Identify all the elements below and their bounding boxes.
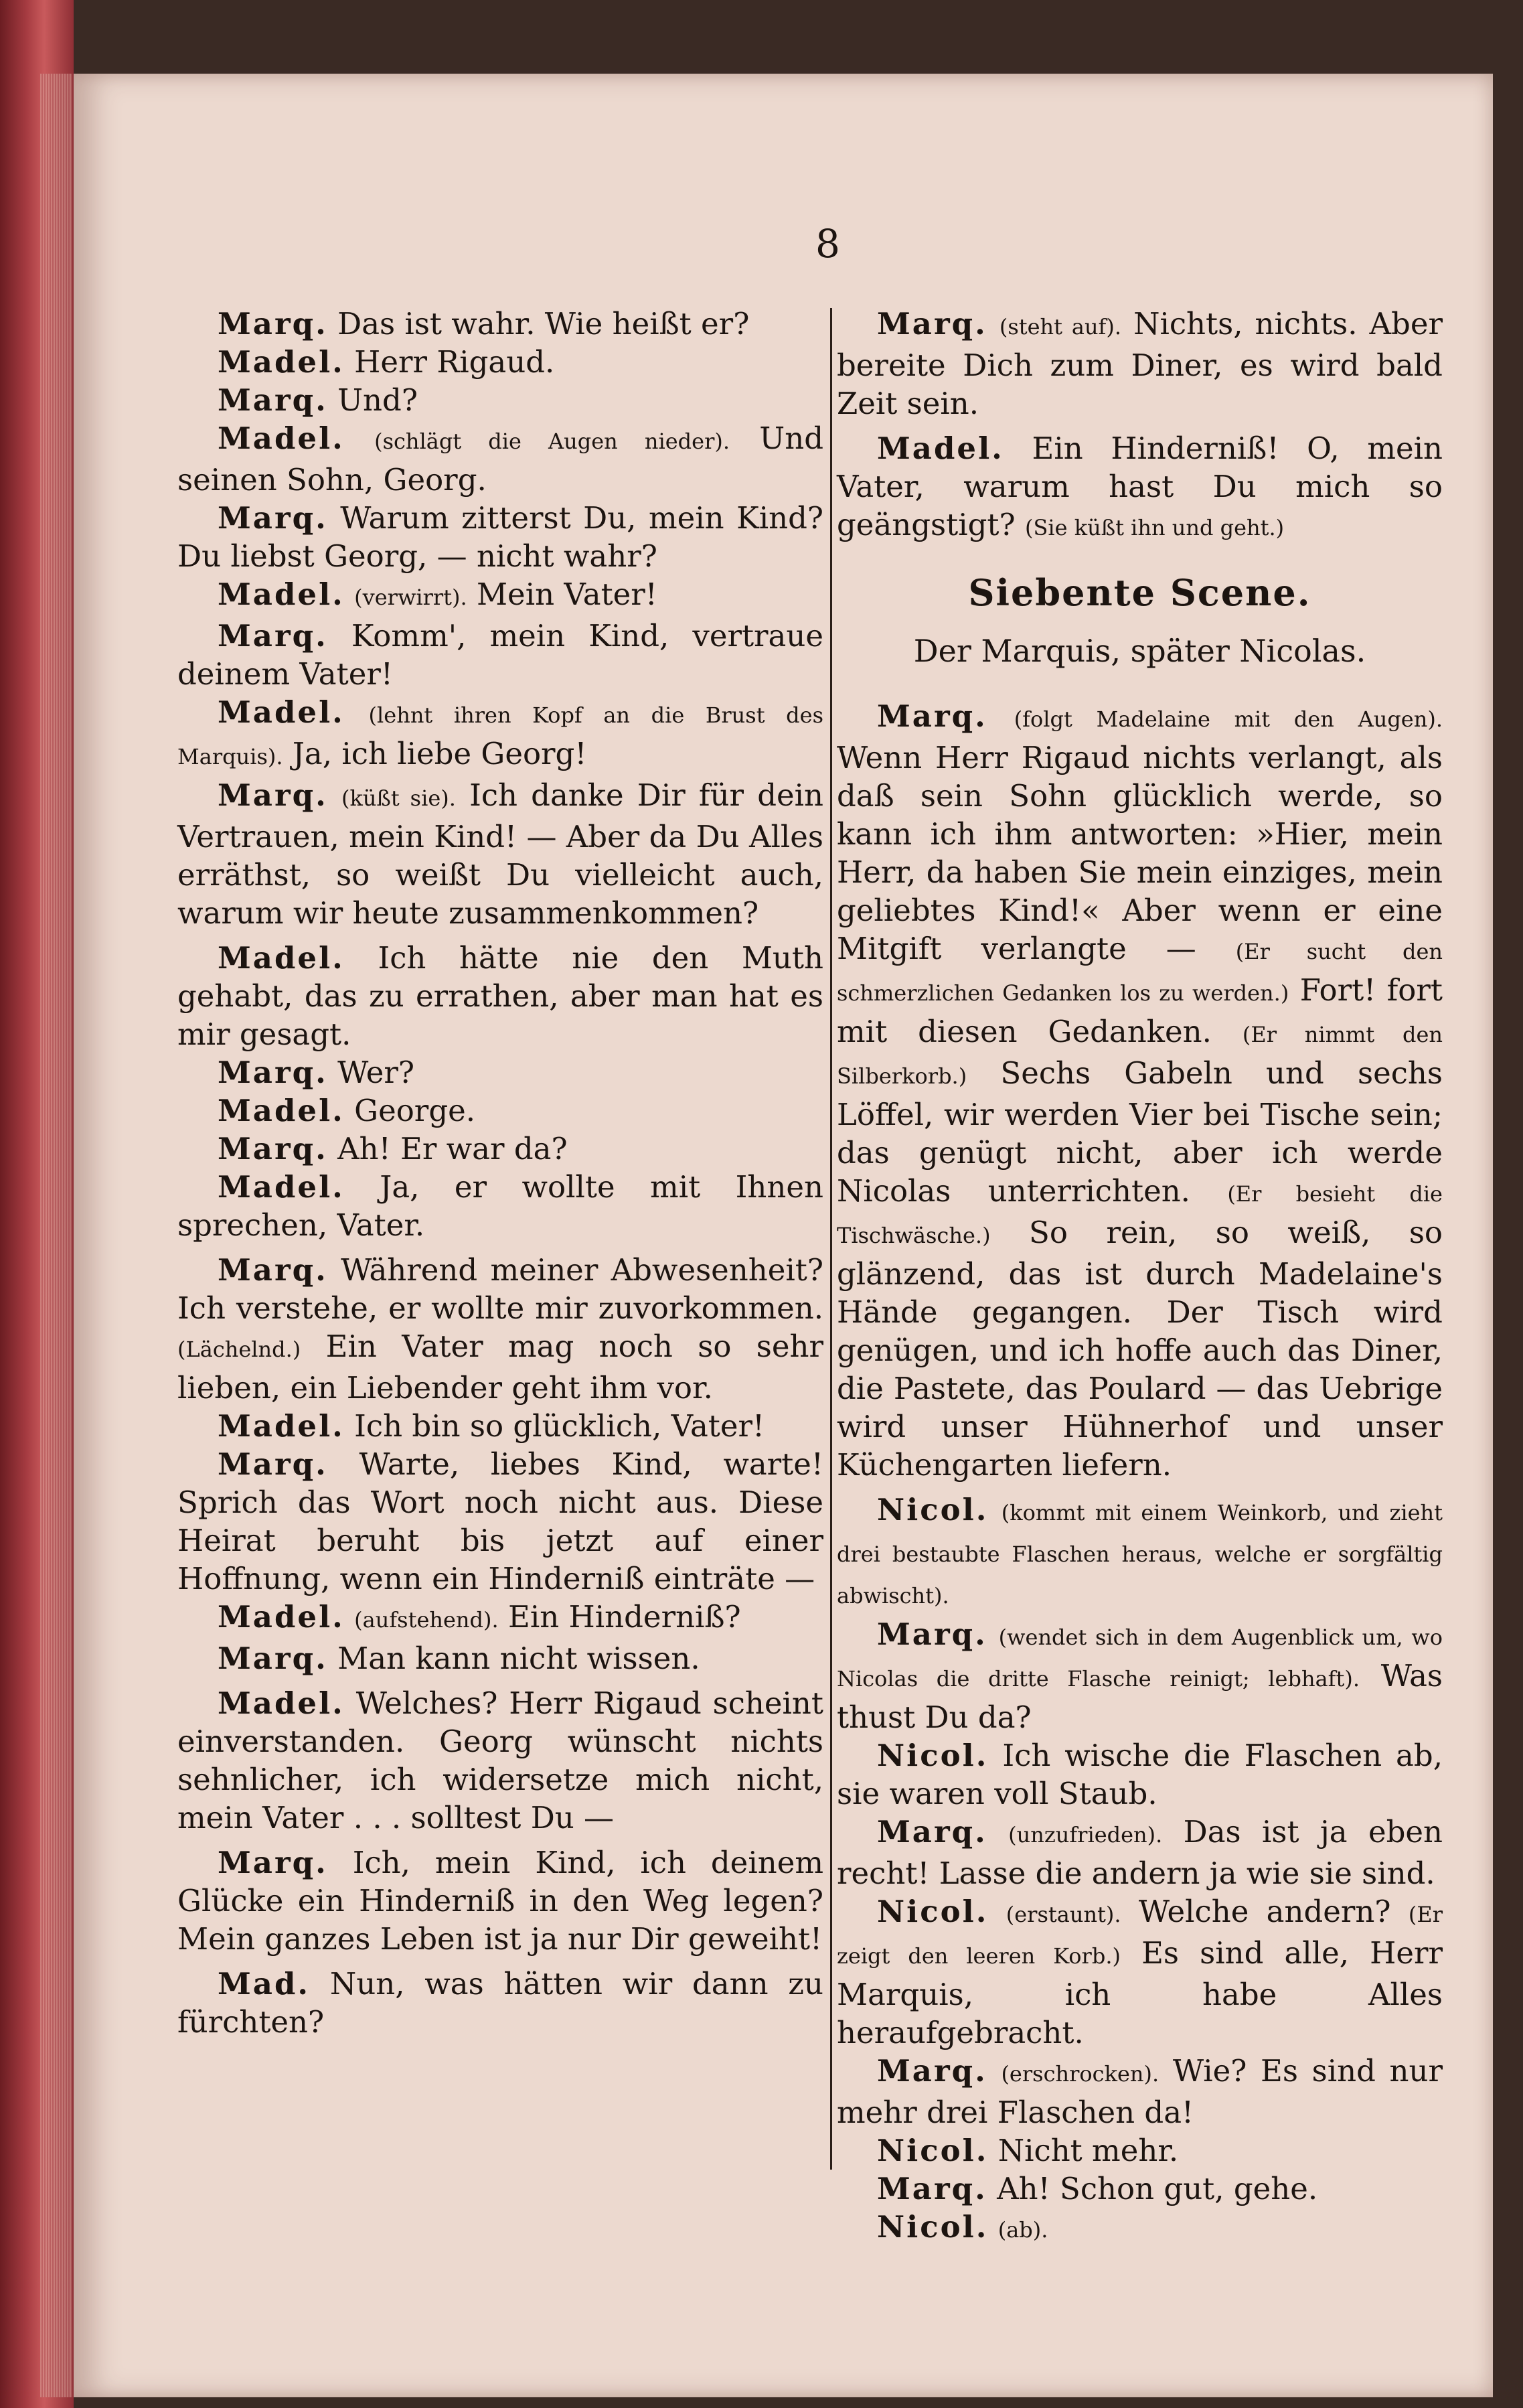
stage-direction: (erstaunt). — [1006, 1902, 1121, 1927]
speaker-name: Marq. — [218, 618, 328, 654]
speaker-name: Marq. — [877, 2171, 987, 2206]
dialogue-text: Ah! Er war da? — [337, 1131, 568, 1167]
dialogue-text: Komm', mein Kind, vertraue deinem Vater! — [177, 618, 823, 692]
dialogue-text: Wenn Herr Rigaud nichts verlangt, als daß sein Sohn glücklich werde, so kann ich ihm antworten: »Hier, mein Herr, da haben Sie mein einziges, mein geliebtes Kind!« Aber wenn er eine Mitgift verlangte — — [837, 740, 1443, 966]
dialogue-text: Es sind alle, Herr Marquis, ich habe Alles heraufgebracht. — [837, 1935, 1443, 2050]
dialogue-text: Sechs Gabeln und sechs Löffel, wir werden Vier bei Tische sein; das genügt nicht, aber ich werde Nicolas unterrichten. — [837, 1055, 1443, 1209]
speaker-name: Marq. — [218, 306, 328, 342]
speaker-name: Madel. — [218, 1169, 345, 1205]
dialogue-text: Warte, liebes Kind, warte! Sprich das Wort noch nicht aus. Diese Heirat beruht bis jetzt auf einer Hoffnung, wenn ein Hinderniß einträte — — [177, 1446, 823, 1596]
dialogue-line — [177, 1639, 823, 1677]
dialogue-line — [177, 693, 823, 776]
speaker-name: Madel. — [218, 1599, 345, 1635]
stage-direction: (lehnt ihren Kopf an die Brust des Marquis). — [177, 702, 823, 769]
dialogue-text: George. — [354, 1093, 476, 1128]
dialogue-line — [177, 1445, 823, 1598]
stage-direction: (unzufrieden). — [1008, 1822, 1163, 1848]
dialogue-line — [837, 429, 1443, 547]
left-column — [177, 305, 823, 2041]
dialogue-text: Während meiner Abwesenheit? Ich verstehe, er wollte mir zuvorkommen. — [177, 1252, 823, 1326]
speaker-name: Marq. — [218, 382, 328, 418]
speaker-name: Madel. — [877, 431, 1004, 466]
dialogue-text: Ja, er wollte mit Ihnen sprechen, Vater. — [177, 1169, 823, 1243]
speaker-name: Marq. — [877, 2053, 987, 2089]
dialogue-text: Warum zitterst Du, mein Kind? Du liebst Georg, — nicht wahr? — [177, 500, 823, 574]
dialogue-text: Ah! Schon gut, gehe. — [997, 2171, 1318, 2206]
stage-direction: (verwirrt). — [354, 585, 467, 610]
speaker-name: Marq. — [218, 1131, 328, 1167]
dialogue-line — [837, 2052, 1443, 2131]
dialogue-text: Nun, was hätten wir dann zu fürchten? — [177, 1966, 823, 2040]
speaker-name: Madel. — [218, 1093, 345, 1128]
dialogue-text: Das ist ja eben recht! Lasse die andern ja wie sie sind. — [837, 1814, 1443, 1891]
speaker-name: Madel. — [218, 577, 345, 612]
speaker-name: Marq. — [877, 698, 987, 734]
dialogue-text: Und? — [337, 382, 418, 418]
stage-direction: (Sie küßt ihn und geht.) — [1024, 515, 1285, 540]
page-stack-edge — [40, 74, 72, 2397]
speaker-name: Nicol. — [877, 2209, 989, 2245]
dialogue-text: Nicht mehr. — [997, 2133, 1179, 2168]
dialogue-line — [177, 776, 823, 932]
speaker-name: Nicol. — [877, 1894, 989, 1929]
stage-direction: (kommt mit einem Weinkorb, und zieht drei bestaubte Flaschen heraus, welche er sorgfältig abwischt). — [837, 1500, 1443, 1608]
speaker-name: Madel. — [218, 421, 345, 456]
speaker-name: Madel. — [218, 344, 345, 380]
dialogue-line — [177, 1053, 823, 1092]
stage-direction: (erschrocken). — [1001, 2061, 1159, 2087]
stage-direction: (Er besieht die Tischwäsche.) — [837, 1181, 1443, 1248]
speaker-name: Marq. — [218, 1055, 328, 1090]
stage-direction: (küßt sie). — [341, 785, 456, 811]
stage-direction: (folgt Madelaine mit den Augen). — [1014, 706, 1443, 732]
stage-direction: (Lächelnd.) — [177, 1337, 301, 1362]
speaker-name: Marq. — [218, 1845, 328, 1880]
dialogue-text: So rein, so weiß, so glänzend, das ist durch Madelaine's Hände gegangen. Der Tisch wird genügen, und ich hoffe auch das Diner, die Pastete, das Poulard — das Uebrige wird unser Hühnerhof und unser Küchengarten liefern. — [837, 1215, 1443, 1483]
dialogue-line — [177, 1843, 823, 1958]
dialogue-text: Was thust Du da? — [837, 1658, 1443, 1735]
dialogue-line — [177, 575, 823, 617]
stage-direction: (schlägt die Augen nieder). — [374, 429, 730, 454]
page-number: 8 — [815, 221, 840, 267]
speaker-name: Marq. — [218, 777, 328, 813]
dialogue-line — [837, 1736, 1443, 1813]
speaker-name: Marq. — [218, 500, 328, 536]
speaker-name: Marq. — [877, 1814, 987, 1850]
stage-direction: (aufstehend). — [354, 1607, 499, 1633]
dialogue-text: Und seinen Sohn, Georg. — [177, 421, 824, 498]
dialogue-text: Welche andern? — [1138, 1894, 1391, 1929]
dialogue-text: Mein Vater! — [476, 577, 657, 612]
speaker-name: Nicol. — [877, 1738, 989, 1773]
speaker-name: Mad. — [218, 1966, 311, 2002]
dialogue-text: Fort! fort mit diesen Gedanken. — [837, 972, 1443, 1049]
dialogue-line — [177, 1130, 823, 1168]
speaker-name: Madel. — [218, 1408, 345, 1444]
stage-direction: (ab). — [997, 2217, 1048, 2243]
stage-direction: (Er nimmt den Silberkorb.) — [837, 1022, 1443, 1089]
speaker-name: Marq. — [218, 1446, 328, 1482]
dialogue-line — [177, 1407, 823, 1445]
right-column — [837, 305, 1443, 2249]
dialogue-line — [177, 617, 823, 693]
speaker-name: Nicol. — [877, 1492, 989, 1527]
scene-cast: Der Marquis, später Nicolas. — [913, 633, 1366, 669]
dialogue-text: Herr Rigaud. — [354, 344, 555, 380]
dialogue-text: Nichts, nichts. Aber bereite Dich zum Diner, es wird bald Zeit sein. — [837, 306, 1443, 421]
dialogue-text: Das ist wahr. Wie heißt er? — [337, 306, 750, 342]
speaker-name: Marq. — [877, 306, 987, 342]
stage-direction: (steht auf). — [999, 314, 1122, 340]
dialogue-text: Man kann nicht wissen. — [337, 1641, 700, 1676]
speaker-name: Marq. — [218, 1252, 328, 1288]
dialogue-line — [837, 305, 1443, 423]
dialogue-line — [837, 1813, 1443, 1892]
dialogue-line — [837, 1491, 1443, 1615]
speaker-name: Madel. — [218, 1685, 345, 1721]
dialogue-line — [177, 1092, 823, 1130]
stage-direction: (Er zeigt den leeren Korb.) — [837, 1902, 1443, 1969]
dialogue-text: Ein Hinderniß? — [507, 1599, 741, 1635]
dialogue-line — [837, 1615, 1443, 1736]
dialogue-line — [177, 1684, 823, 1837]
speaker-name: Madel. — [218, 940, 345, 976]
speaker-name: Marq. — [877, 1616, 987, 1652]
speaker-name: Marq. — [218, 1641, 328, 1676]
dialogue-line — [177, 1251, 823, 1407]
speaker-name: Madel. — [218, 694, 345, 730]
dialogue-line — [177, 419, 823, 499]
dialogue-text: Ich danke Dir für dein Vertrauen, mein Kind! — Aber da Du Alles erräthst, so weißt Du vielleicht auch, warum wir heute zusammenkommen? — [177, 777, 824, 931]
dialogue-text: Ja, ich liebe Georg! — [292, 736, 587, 771]
dialogue-text: Ich wische die Flaschen ab, sie waren voll Staub. — [837, 1738, 1443, 1811]
stage-direction: (wendet sich in dem Augenblick um, wo Nicolas die dritte Flasche reinigt; lebhaft). — [837, 1625, 1443, 1691]
dialogue-text: Ich, mein Kind, ich deinem Glücke ein Hinderniß in den Weg legen? Mein ganzes Leben ist ja nur Dir geweiht! — [177, 1845, 823, 1957]
dialogue-line — [177, 343, 823, 381]
dialogue-text: Ich bin so glücklich, Vater! — [354, 1408, 765, 1444]
dialogue-text: Ein Hinderniß! O, mein Vater, warum hast Du mich so geängstigt? — [837, 431, 1443, 542]
dialogue-text: Wer? — [337, 1055, 414, 1090]
dialogue-line — [837, 1892, 1443, 2052]
dialogue-line — [177, 381, 823, 419]
dialogue-line — [837, 697, 1443, 1484]
scene-heading: Siebente Scene. — [968, 571, 1311, 614]
dialogue-line — [177, 1168, 823, 1244]
dialogue-line — [837, 2208, 1443, 2249]
dialogue-line — [177, 1965, 823, 2041]
dialogue-text: Welches? Herr Rigaud scheint einverstanden. Georg wünscht nichts sehnlicher, ich widersetze mich nicht, mein Vater . . . solltest Du — — [177, 1685, 823, 1835]
dialogue-text: Wie? Es sind nur mehr drei Flaschen da! — [837, 2053, 1443, 2130]
dialogue-line — [177, 939, 823, 1053]
dialogue-text: Ein Vater mag noch so sehr lieben, ein Liebender geht ihm vor. — [177, 1329, 823, 1406]
stage-direction: (Er sucht den schmerzlichen Gedanken los zu werden.) — [837, 939, 1443, 1006]
dialogue-line — [837, 2170, 1443, 2208]
column-divider — [830, 308, 832, 2170]
dialogue-line — [177, 499, 823, 575]
speaker-name: Nicol. — [877, 2133, 989, 2168]
dialogue-line — [177, 1598, 823, 1639]
dialogue-line — [177, 305, 823, 343]
dialogue-line — [837, 2131, 1443, 2170]
dialogue-text: Ich hätte nie den Muth gehabt, das zu errathen, aber man hat es mir gesagt. — [177, 940, 823, 1052]
